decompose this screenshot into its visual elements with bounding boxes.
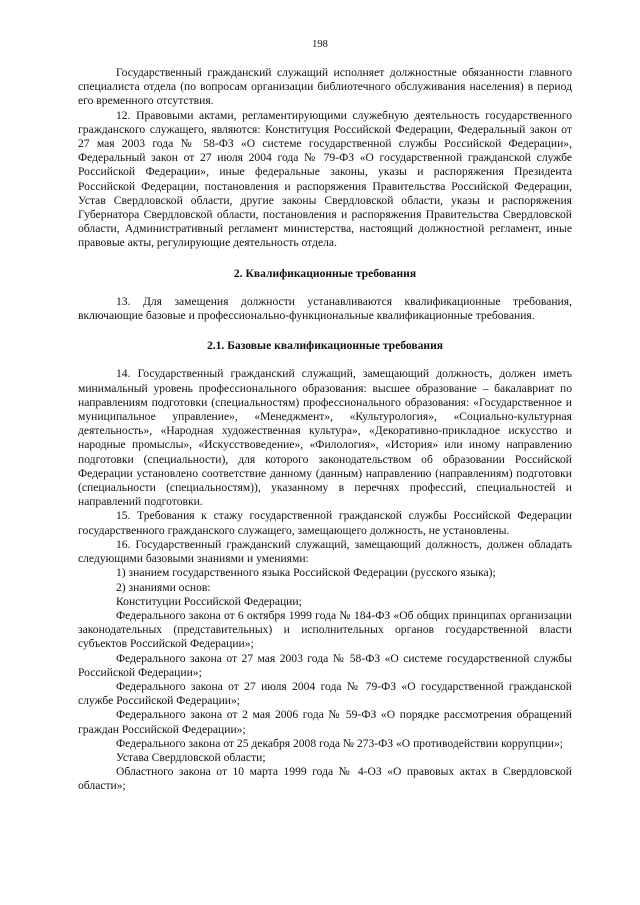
list-item: Федерального закона от 2 мая 2006 года № 59-ФЗ «О порядке рассмотрения обращений граждан Российской Федерации»; [78, 708, 572, 736]
list-item: 2) знаниями основ: [116, 580, 211, 594]
document-body [78, 66, 572, 794]
list-item: Федерального закона от 25 декабря 2008 года № 273-ФЗ «О противодействии коррупции»; [116, 736, 564, 750]
paragraph-15: 15. Требования к стажу государственной гражданской службы Российской Федерации государственного гражданского служащего, замещающего должность, не установлены. [78, 509, 572, 537]
list-item: Федерального закона от 27 мая 2003 года № 58-ФЗ «О системе государственной службы Российской Федерации»; [78, 651, 572, 679]
paragraph-13: 13. Для замещения должности устанавливаются квалификационные требования, включающие базовые и профессионально-функциональные квалификационные требования. [78, 294, 572, 323]
section-2-heading: 2. Квалификационные требования [233, 266, 417, 280]
paragraph-duties: Государственный гражданский служащий исполняет должностные обязанности главного специалиста отдела (по вопросам организации библиотечного обслуживания населения) в период его временного отсутствия. [78, 66, 572, 108]
list-item: Устава Свердловской области; [116, 750, 266, 764]
list-item: Федерального закона от 6 октября 1999 года № 184-ФЗ «Об общих принципах организации законодательных (представительных) и исполнительных органов государственной власти субъектов Российской Федерации»; [78, 608, 572, 651]
paragraph-16: 16. Государственный гражданский служащий, замещающий должность, должен обладать следующими базовыми знаниями и умениями: [78, 537, 572, 566]
paragraph-12: 12. Правовыми актами, регламентирующими служебную деятельность государственного гражданского служащего, являются: Конституция Российской Федерации, Федеральный закон от 27 мая 2003 года № 58-ФЗ «О системе государственной службы Российской Федерации», Федеральный закон от 27 июля 2004 года № 79-ФЗ «О государственной гражданской службе Российской Федерации», иные федеральные законы, указы и распоряжения Президента Российской Федерации, постановления и распоряжения Правительства Российской Федерации, Устав Свердловской области, другие законы Свердловской области, указы и распоряжения Губернатора Свердловской области, постановления и распоряжения Правительства Свердловской области, Административный регламент министерства, настоящий должностной регламент, иные правовые акты, регулирующие деятельность отдела. [78, 108, 572, 250]
list-item: Областного закона от 10 марта 1999 года № 4-ОЗ «О правовых актах в Свердловской области»; [78, 765, 572, 793]
paragraph-14: 14. Государственный гражданский служащий, замещающий должность, должен иметь минимальный уровень профессионального образования: высшее образование – бакалавриат по направлениям подготовки (специальностям) профессионального образования: «Государственное и муниципальное управление», «Менеджмент», «Культурология», «Социально-культурная деятельность», «Народная художественная культура», «Декоративно-прикладное искусство и народные промыслы», «Искусствоведение», «Филология», «История» или иному направлению подготовки (специальности), для которого законодательством об образовании Российской Федерации установлено соответствие данному (данным) направлению (направлениям) подготовки (специальности (специальностям)), указанному в перечнях профессий, специальностей и направлений подготовки. [78, 367, 572, 509]
list-item: Конституции Российской Федерации; [116, 594, 302, 608]
section-2-1-heading: 2.1. Базовые квалификационные требования [206, 339, 444, 353]
list-item: Федерального закона от 27 июля 2004 года № 79-ФЗ «О государственной гражданской службе Российской Федерации»; [78, 679, 572, 708]
page-number: 198 [312, 39, 328, 50]
list-item: 1) знанием государственного языка Российской Федерации (русского языка); [116, 566, 496, 580]
